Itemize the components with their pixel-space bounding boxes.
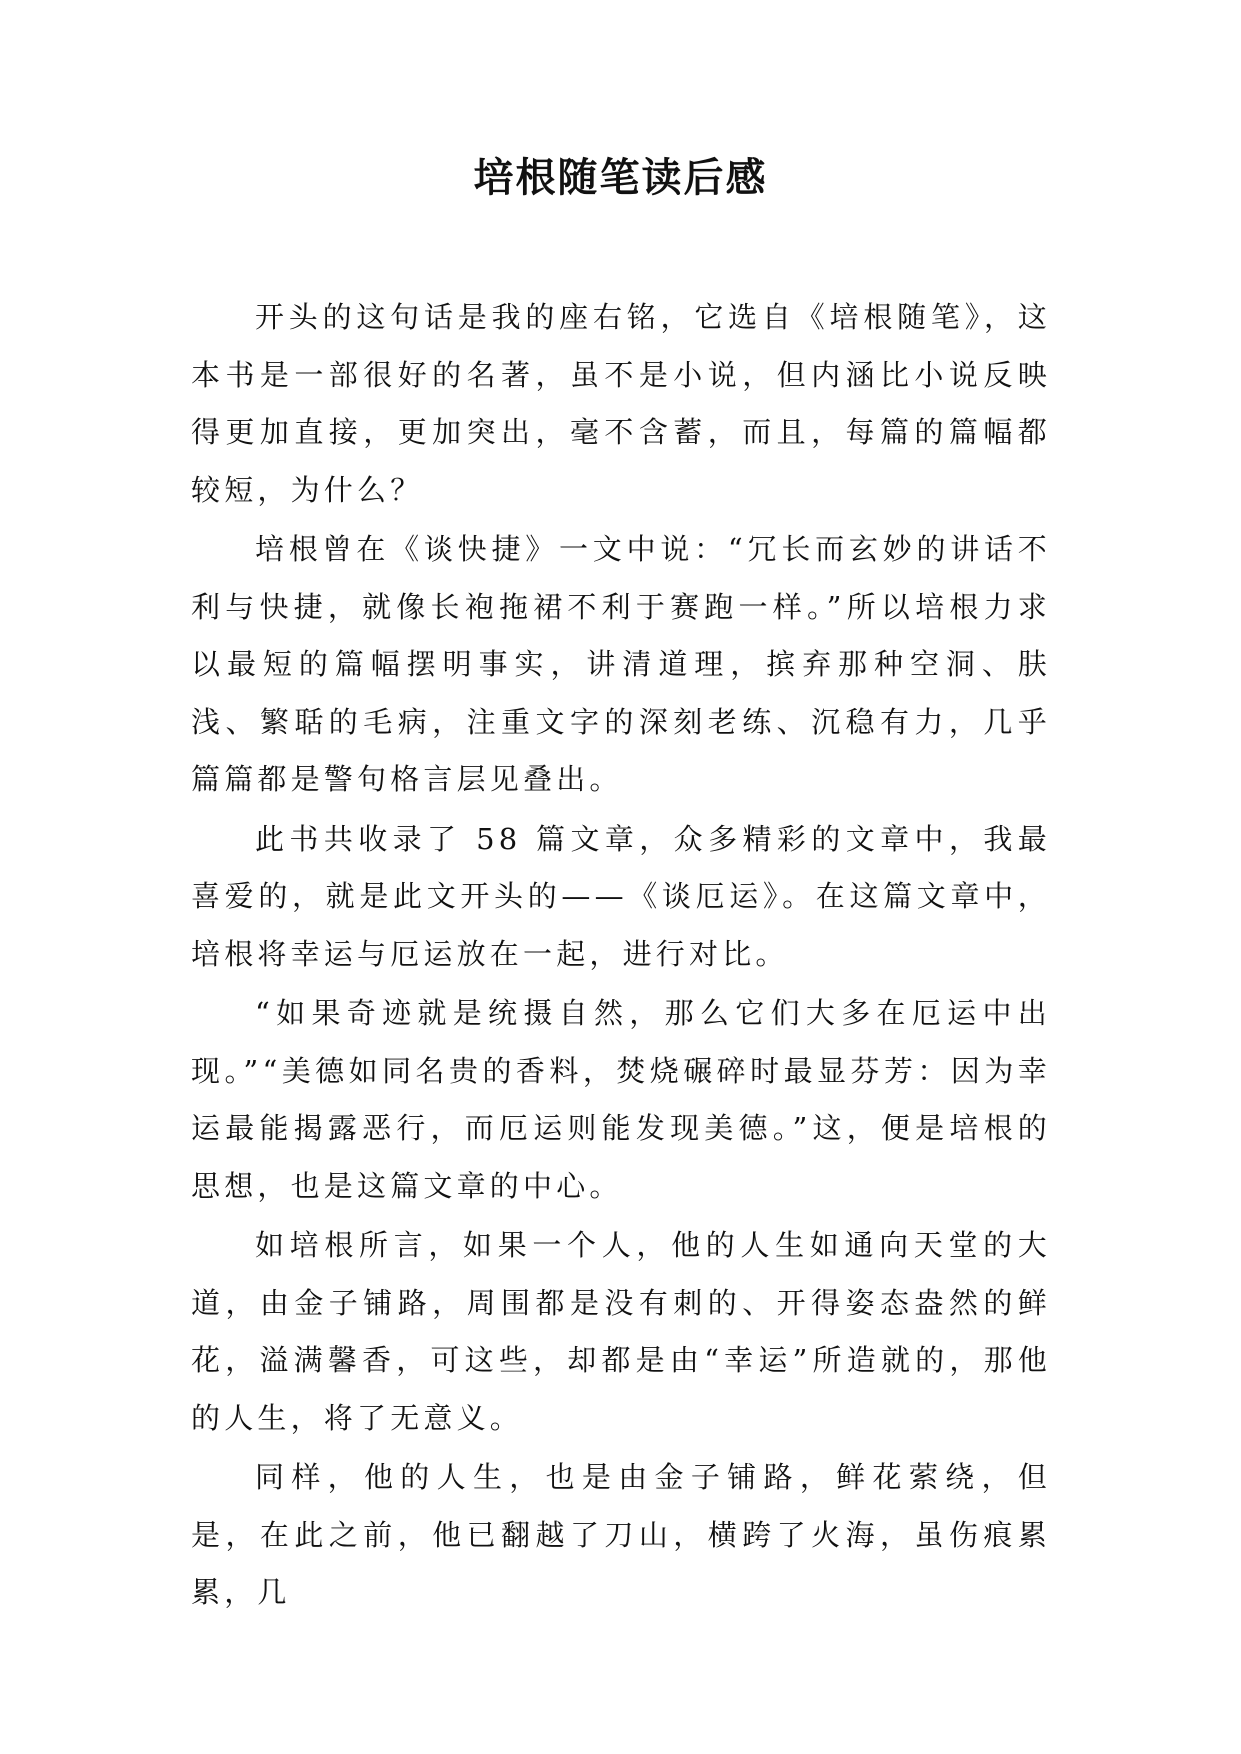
paragraph: “如果奇迹就是统摄自然，那么它们大多在厄运中出现。”“美德如同名贵的香料，焚烧碾碎时最显芬芳：因为幸运最能揭露恶行，而厄运则能发现美德。”这，便是培根的思想，也是这篇文章的中心。: [191, 996, 1051, 1203]
paragraph: 同样，他的人生，也是由金子铺路，鲜花萦绕，但是，在此之前，他已翻越了刀山，横跨了火海，虽伤痕累累，几: [191, 1460, 1051, 1609]
paragraph: 如培根所言，如果一个人，他的人生如通向天堂的大道，由金子铺路，周围都是没有刺的、开得姿态盎然的鲜花，溢满馨香，可这些，却都是由“幸运”所造就的，那他的人生，将了无意义。: [191, 1228, 1051, 1435]
document-title: 培根随笔读后感: [473, 154, 768, 201]
document-body: [191, 289, 1051, 1624]
paragraph: 此书共收录了 58 篇文章，众多精彩的文章中，我最喜爱的，就是此文开头的——《谈厄运》。在这篇文章中，培根将幸运与厄运放在一起，进行对比。: [191, 821, 1051, 971]
paragraph: 培根曾在《谈快捷》一文中说：“冗长而玄妙的讲话不利与快捷，就像长袍拖裙不利于赛跑一样。”所以培根力求以最短的篇幅摆明事实，讲清道理，摈弃那种空洞、肤浅、繁聒的毛病，注重文字的深刻老练、沉稳有力，几乎篇篇都是警句格言层见叠出。: [191, 532, 1051, 796]
paragraph: 开头的这句话是我的座右铭，它选自《培根随笔》，这本书是一部很好的名著，虽不是小说，但内涵比小说反映得更加直接，更加突出，毫不含蓄，而且，每篇的篇幅都较短，为什么？: [191, 300, 1051, 507]
